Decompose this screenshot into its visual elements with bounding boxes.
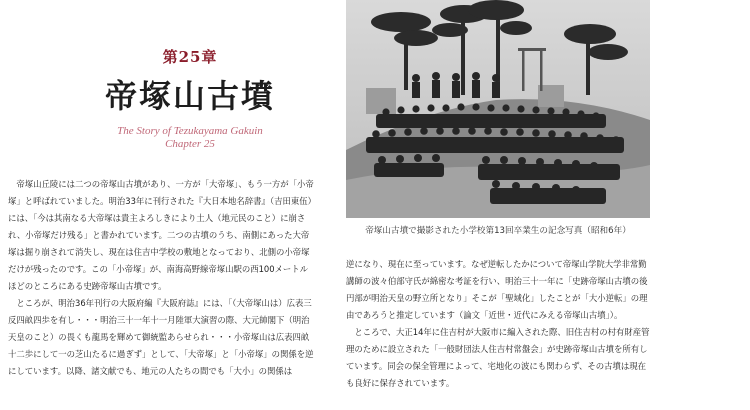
left-text-column xyxy=(8,176,316,380)
subtitle-line-1: The Story of Tezukayama Gakuin xyxy=(117,125,263,137)
right-text-column xyxy=(346,256,652,392)
group-photo xyxy=(346,0,650,218)
chapter-subtitle xyxy=(40,125,340,151)
photo-caption: 帝塚山古墳で撮影された小学校第13回卒業生の記念写真（昭和6年） xyxy=(365,226,631,236)
paragraph: ところが、明治36年刊行の大阪府編『大阪府誌』には、「（大帝塚山は）広表三反四畝四歩を有し・・・明治三十一年十一月陸軍大演習の際、大元帥閣下（明治天皇のこと）の畏くも龍馬を輝めて御統監あらせられ・・・小帝塚山は広表四畝十二歩にして一の芝山たるに過ぎず」として、「大帝塚」と「小帝塚」の関係を逆にしています。以降、諸文献でも、地元の人たちの間でも「大小」の関係は xyxy=(8,298,314,376)
paragraph: 逆になり、現在に至っています。なぜ逆転したかについて帝塚山学院大学非常勤講師の波々伯部守氏が綿密な考証を行い、明治三十一年に「史跡帝塚山古墳の後円部が明治天皇の野立所となり」そこが「聖域化」したことが「大小逆転」の理由であろうと推定しています（論文「近世・近代にみえる帝塚山古墳」）。 xyxy=(346,259,648,320)
chapter-number: 第25章 xyxy=(162,48,218,66)
chapter-title: 帝塚山古墳 xyxy=(104,77,275,115)
paragraph: 帝塚山丘陵には二つの帝塚山古墳があり、一方が「大帝塚」、もう一方が「小帝塚」と呼ばれていました。明治33年に刊行された『大日本地名辞書』（吉田東伍）には、「今は其南なる大帝塚は貴主よろしきにより土人（地元民のこと）に崩され、小帝塚だけ残る」と書かれています。二つの古墳のうち、南側にあった大帝塚は掘り崩されて消失し、現在は住吉中学校の敷地となっており、北側の小帝塚だけが残ったのです。この「小帝塚」が、南海高野線帝塚山駅の西100メートルほどのところにある史跡帝塚山古墳です。 xyxy=(8,179,316,291)
subtitle-line-2: Chapter 25 xyxy=(165,138,215,150)
chapter-header xyxy=(40,46,340,151)
paragraph: ところで、大正14年に住吉村が大阪市に編入された際、旧住吉村の村有財産管理のために設立された「一般財団法人住吉村常盤会」が史跡帝塚山古墳を所有しています。同会の保全管理によって、宅地化の波にも関わらず、その古墳は現在も良好に保存されています。 xyxy=(346,327,650,388)
